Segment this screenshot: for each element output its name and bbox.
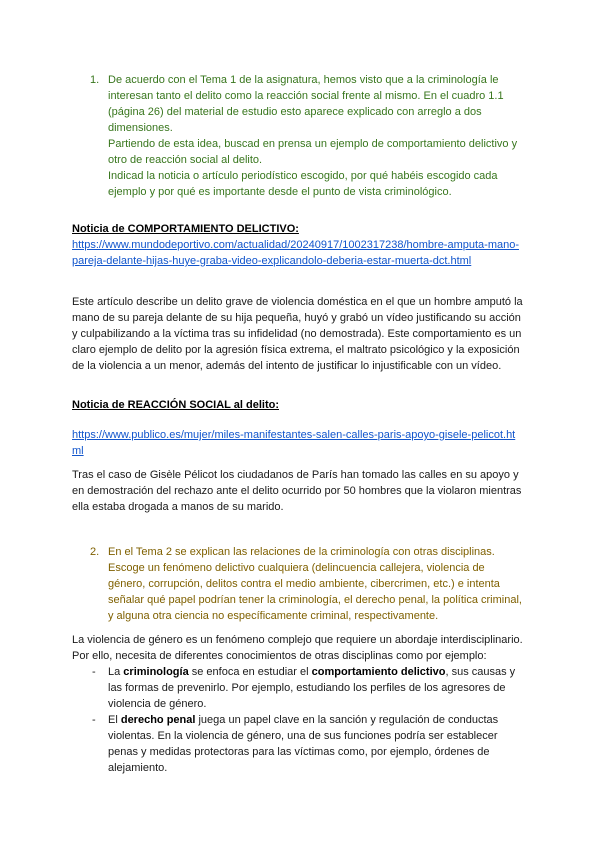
news-2-description — [72, 467, 542, 515]
bullet-line: La criminología se enfoca en estudiar el comportamiento delictivo, sus causas y — [108, 666, 516, 678]
question-1-line: De acuerdo con el Tema 1 de la asignatura, hemos visto que a la criminología le — [108, 74, 499, 86]
question-1-line: ejemplo y por qué es importante desde el punto de vista criminológico. — [108, 186, 452, 198]
news-2-heading: Noticia de REACCIÓN SOCIAL al delito: — [72, 399, 279, 411]
bullet-line: El derecho penal juega un papel clave en la sanción y regulación de conductas — [108, 714, 499, 726]
question-1-line: otro de reacción social al delito. — [108, 154, 263, 166]
news-2-link[interactable]: ml — [72, 445, 84, 457]
paragraph-line: Por ello, necesita de diferentes conocimientos de otras disciplinas como por ejemplo: — [72, 650, 487, 662]
news-2-link[interactable]: https://www.publico.es/mujer/miles-manifestantes-salen-calles-paris-apoyo-gisele-pelicot.ht — [72, 429, 516, 441]
paragraph-line: claro ejemplo de delito por la agresión física extrema, el maltrato psicológico y la exposición — [72, 344, 520, 356]
question-2-line: En el Tema 2 se explican las relaciones de la criminología con otras disciplinas. — [108, 546, 495, 558]
paragraph-line: y culpabilizando a la víctima tras su infidelidad (no demostrada). Este comportamiento es un — [72, 328, 522, 340]
paragraph-line: mano de su pareja delante de su hija pequeña, huyó y grabó un vídeo justificando su acción — [72, 312, 521, 324]
paragraph-line: Este artículo describe un delito grave de violencia doméstica en el que un hombre amputó la — [72, 296, 523, 308]
bold-term: criminología — [123, 666, 189, 678]
question-1-line: interesan tanto el delito como la reacción social frente al mismo. En el cuadro 1.1 — [108, 90, 504, 102]
question-2-number: 2. — [90, 546, 100, 558]
question-1-line: Indicad la noticia o artículo periodístico escogido, por qué habéis escogido cada — [108, 170, 498, 182]
question-1-line: Partiendo de esta idea, buscad en prensa un ejemplo de comportamiento delictivo y — [108, 138, 518, 150]
bullet-derecho-penal — [92, 712, 548, 776]
question-2-line: Escoge un fenómeno delictivo cualquiera (delincuencia callejera, violencia de — [108, 562, 485, 574]
bullet-line: violentas. En la violencia de género, una de sus funciones podría ser establecer — [108, 730, 498, 742]
paragraph-line: La violencia de género es un fenómeno complejo que requiere un abordaje interdisciplinario. — [72, 634, 523, 646]
question-2-line: señalar qué papel podrían tener la criminología, el derecho penal, la política criminal, — [108, 594, 522, 606]
answer-2-bullets — [92, 664, 548, 776]
news-1-description — [72, 294, 542, 374]
news-2-section — [72, 397, 542, 413]
paragraph-line: Tras el caso de Gisèle Pélicot los ciudadanos de París han tomado las calles en su apoyo y — [72, 469, 519, 481]
bullet-line: violencia de género. — [108, 698, 207, 710]
news-1-link[interactable]: https://www.mundodeportivo.com/actualidad/20240917/1002317238/hombre-amputa-mano- — [72, 239, 520, 251]
paragraph-line: en demostración del rechazo ante el delito ocurrido por 50 hombres que la violaron mientras — [72, 485, 522, 497]
dash-marker: - — [92, 714, 96, 726]
bullet-line: penas y medidas protectoras para las víctimas como, por ejemplo, órdenes de — [108, 746, 490, 758]
bold-term: comportamiento delictivo — [311, 666, 446, 678]
question-1-line: dimensiones. — [108, 122, 173, 134]
news-2-link-block — [72, 427, 542, 459]
paragraph-line: ella estaba drogada a manos de su marido. — [72, 501, 284, 513]
bullet-line: alejamiento. — [108, 762, 168, 774]
question-2-line: y alguna otra ciencia no específicamente criminal, respectivamente. — [108, 610, 439, 622]
news-1-section — [72, 221, 542, 269]
news-1-heading: Noticia de COMPORTAMIENTO DELICTIVO: — [72, 223, 299, 235]
question-2-line: género, corrupción, delitos contra el medio ambiente, cibercrimen, etc.) e intenta — [108, 578, 500, 590]
paragraph-line: de la violencia a un menor, además del intento de justificar lo injustificable con un vídeo. — [72, 360, 502, 372]
question-2 — [90, 544, 548, 624]
bullet-line: las formas de prevenirlo. Por ejemplo, estudiando los perfiles de los agresores de — [108, 682, 506, 694]
answer-2-intro — [72, 632, 552, 664]
question-1 — [90, 72, 548, 200]
question-1-line: (página 26) del material de estudio esto aparece explicado con arreglo a dos — [108, 106, 482, 118]
news-1-link[interactable]: pareja-delante-hijas-huye-graba-video-explicandolo-deberia-estar-muerta-dct.html — [72, 255, 472, 267]
bold-term: derecho penal — [120, 714, 196, 726]
dash-marker: - — [92, 666, 96, 678]
question-1-number: 1. — [90, 74, 100, 86]
bullet-criminologia — [92, 664, 548, 712]
